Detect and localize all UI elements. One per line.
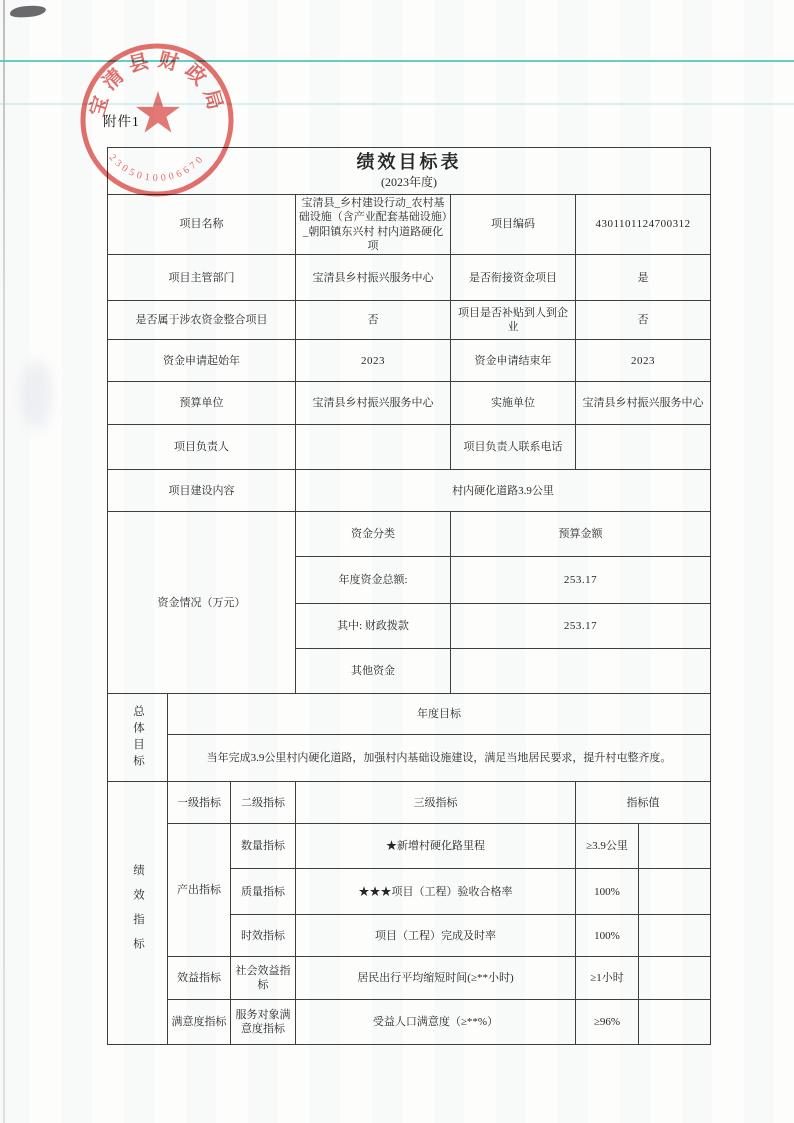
header-level2-indicator: 二级指标: [231, 782, 296, 824]
value-budget-unit: 宝清县乡村振兴服务中心: [296, 382, 451, 425]
indicator-quality-value: 100%: [576, 869, 639, 915]
indicator-timeliness-value: 100%: [576, 915, 639, 957]
indicator-quantity-extra-cell: [639, 824, 711, 869]
seal-org-text: 宝清县财政局: [86, 48, 228, 120]
header-budget-amount: 预算金额: [451, 512, 711, 557]
section-overall-goal: [108, 694, 168, 782]
indicator-timeliness-extra-cell: [639, 915, 711, 957]
header-fund-category: 资金分类: [296, 512, 451, 557]
label-fund-end-year: 资金申请结束年: [451, 340, 576, 382]
indicator-quality-target: ★★★项目（工程）验收合格率: [296, 869, 576, 915]
header-indicator-value: 指标值: [576, 782, 711, 824]
value-other-funds: [451, 649, 711, 694]
overall-goal-vertical-label: 总体目标: [131, 704, 144, 771]
label-project-code: 项目编码: [451, 195, 576, 255]
label-project-leader: 项目负责人: [108, 425, 296, 470]
official-seal-stamp: [76, 40, 240, 204]
indicator-quantity: 数量指标: [231, 824, 296, 869]
header-level1-indicator: 一级指标: [168, 782, 231, 824]
indicator-social-benefit-target: 居民出行平均缩短时间(≥**小时): [296, 957, 576, 1000]
section-performance-indicators: [108, 782, 168, 1045]
label-budget-unit: 预算单位: [108, 382, 296, 425]
label-supervising-department: 项目主管部门: [108, 255, 296, 301]
value-fiscal-appropriation: 253.17: [451, 604, 711, 649]
value-annual-goal: 当年完成3.9公里村内硬化道路，加强村内基础设施建设，满足当地居民要求，提升村屯整齐度。: [168, 735, 711, 782]
value-linked-fund-project: 是: [576, 255, 711, 301]
label-agriculture-fund-integration: 是否属于涉农资金整合项目: [108, 301, 296, 340]
indicator-social-benefit: 社会效益指标: [231, 957, 296, 1000]
indicator-social-benefit-value: ≥1小时: [576, 957, 639, 1000]
seal-serial-number: 2305010006670: [106, 152, 208, 184]
value-fund-end-year: 2023: [576, 340, 711, 382]
performance-target-table: [107, 147, 711, 1045]
value-supervising-department: 宝清县乡村振兴服务中心: [296, 255, 451, 301]
page-subtitle: (2023年度): [381, 174, 438, 189]
label-construction-content: 项目建设内容: [108, 470, 296, 512]
value-leader-phone: [576, 425, 711, 470]
indicator-service-satisfaction-value: ≥96%: [576, 1000, 639, 1045]
indicator-quantity-target: ★新增村硬化路里程: [296, 824, 576, 869]
value-annual-fund-total: 253.17: [451, 557, 711, 604]
indicator-quantity-value: ≥3.9公里: [576, 824, 639, 869]
label-implementing-unit: 实施单位: [451, 382, 576, 425]
header-annual-goal: 年度目标: [168, 694, 711, 735]
indicator-timeliness-target: 项目（工程）完成及时率: [296, 915, 576, 957]
label-funding-section: 资金情况（万元）: [108, 512, 296, 694]
label-leader-phone: 项目负责人联系电话: [451, 425, 576, 470]
value-construction-content: 村内硬化道路3.9公里: [296, 470, 711, 512]
indicator-service-satisfaction-target: 受益人口满意度（≥**%）: [296, 1000, 576, 1045]
label-project-name: 项目名称: [108, 195, 296, 255]
indicator-service-satisfaction: 服务对象满意度指标: [231, 1000, 296, 1045]
label-linked-fund-project: 是否衔接资金项目: [451, 255, 576, 301]
value-implementing-unit: 宝清县乡村振兴服务中心: [576, 382, 711, 425]
indicator-benefit: 效益指标: [168, 957, 231, 1000]
indicator-quality-extra-cell: [639, 869, 711, 915]
indicator-output: 产出指标: [168, 824, 231, 957]
value-project-name: 宝清县_乡村建设行动_农村基础设施（含产业配套基础设施）_朝阳镇东兴村 村内道路硬化项: [296, 195, 451, 255]
scan-bleedthrough-smudge: [22, 360, 52, 430]
label-subsidy-to-person-enterprise: 项目是否补贴到人到企业: [451, 301, 576, 340]
indicator-social-benefit-extra-cell: [639, 957, 711, 1000]
value-project-leader: [296, 425, 451, 470]
header-level3-indicator: 三级指标: [296, 782, 576, 824]
value-fund-start-year: 2023: [296, 340, 451, 382]
attachment-label: 附件1: [103, 114, 140, 129]
page-title: 绩效目标表: [356, 151, 462, 172]
scan-smudge: [10, 4, 47, 18]
value-project-code: 4301101124700312: [576, 195, 711, 255]
scan-edge-line: [3, 0, 5, 1123]
performance-indicators-vertical-label: 绩效指标: [131, 864, 144, 963]
label-fiscal-appropriation: 其中: 财政拨款: [296, 604, 451, 649]
value-subsidy-to-person-enterprise: 否: [576, 301, 711, 340]
indicator-timeliness: 时效指标: [231, 915, 296, 957]
indicator-service-satisfaction-extra-cell: [639, 1000, 711, 1045]
seal-star-icon: [136, 91, 180, 133]
label-other-funds: 其他资金: [296, 649, 451, 694]
indicator-satisfaction: 满意度指标: [168, 1000, 231, 1045]
indicator-quality: 质量指标: [231, 869, 296, 915]
value-agriculture-fund-integration: 否: [296, 301, 451, 340]
label-annual-fund-total: 年度资金总额:: [296, 557, 451, 604]
label-fund-start-year: 资金申请起始年: [108, 340, 296, 382]
